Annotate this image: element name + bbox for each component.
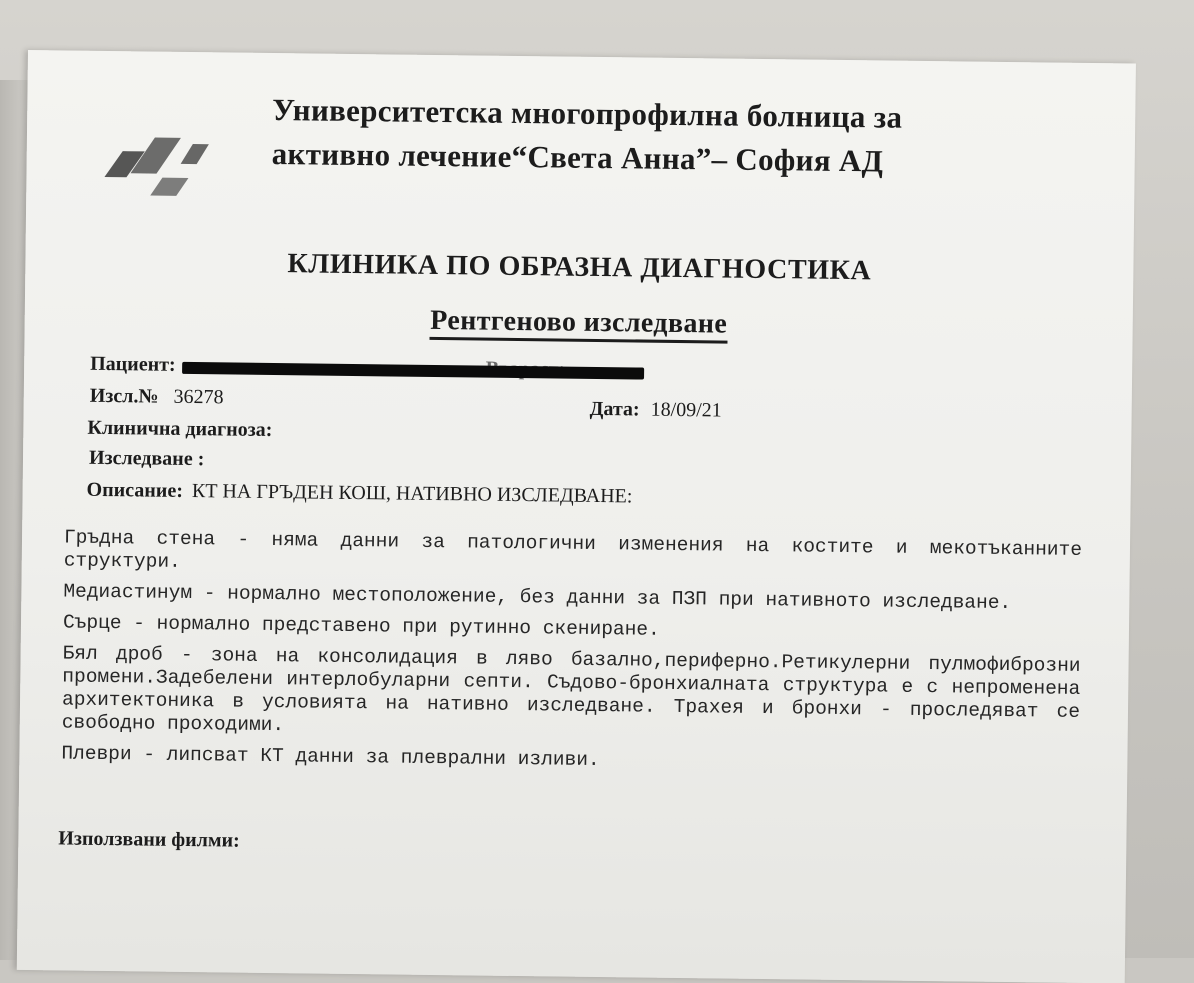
- used-films-label: Използвани филми:: [58, 827, 240, 852]
- hospital-name-line1: Университетска многопрофилна болница за: [272, 91, 903, 135]
- clinical-diagnosis-row: [87, 417, 272, 442]
- finding-pleura: Плеври - липсват КТ данни за плеврални изливи.: [61, 742, 600, 772]
- document-page: [17, 50, 1136, 983]
- exam-number-value: 36278: [173, 385, 224, 409]
- clinical-diagnosis-label: Клинична диагноза:: [87, 416, 273, 442]
- description-label: Описание:: [86, 478, 184, 502]
- date-label: Дата:: [589, 397, 640, 421]
- document-title-text: Рентгеново изследване: [430, 305, 727, 344]
- description-row: [86, 479, 632, 509]
- document-title: [25, 300, 1133, 346]
- exam-number-label: Изсл.№: [89, 384, 159, 408]
- hospital-name: [271, 88, 1032, 185]
- date-row: [590, 398, 722, 423]
- finding-lungs: Бял дроб - зона на консолидация в ляво базално,периферно.Ретикулерни пулмофиброзни промени.Задебелени интерлобуларни септи. Съдово-бронхиалната структура е с непроменена архитектоника в условията на нативно изследване. Трахея и бронхи - проследяват се свободно проходими.: [61, 642, 1081, 737]
- findings-section: [61, 526, 1082, 785]
- finding-mediastinum: Медиастинум - нормално местоположение, без данни за ПЗП при нативното изследване.: [63, 580, 1012, 615]
- clinic-title: КЛИНИКА ПО ОБРАЗНА ДИАГНОСТИКА: [287, 248, 872, 287]
- patient-label: Пациент:: [90, 352, 176, 376]
- examination-label: Изследване :: [88, 446, 205, 471]
- hospital-logo-icon: [104, 129, 215, 200]
- date-value: 18/09/21: [650, 398, 722, 422]
- examination-row: [89, 447, 205, 471]
- finding-chest-wall: Гръдна стена - няма данни за патологични изменения на костите и мекотъканните структури.: [63, 526, 1083, 573]
- description-value: КТ НА ГРЪДЕН КОШ, НАТИВНО ИЗСЛЕДВАНЕ:: [191, 480, 633, 508]
- hospital-name-line2: активно лечение“Света Анна”– София АД: [271, 135, 884, 179]
- finding-heart: Сърце - нормално представено при рутинно скениране.: [62, 611, 660, 641]
- exam-number-row: [90, 385, 224, 410]
